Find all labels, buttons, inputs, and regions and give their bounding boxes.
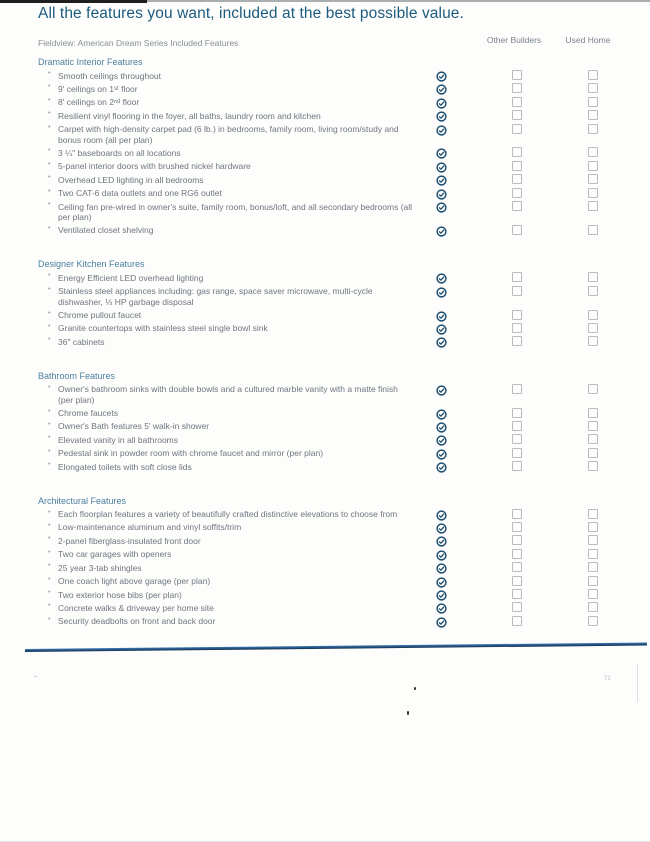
check-circle-icon <box>436 615 447 626</box>
bullet-icon: • <box>48 508 51 516</box>
used-home-checkbox <box>588 310 598 320</box>
used-home-checkbox <box>588 147 598 157</box>
feature-row <box>38 561 638 574</box>
bullet-icon: • <box>48 420 51 428</box>
used-home-checkbox <box>588 188 598 198</box>
bullet-icon: • <box>48 160 51 168</box>
scan-edge-artifact <box>0 0 147 3</box>
feature-label: Resilient vinyl flooring in the foyer, all baths, laundry room and kitchen <box>58 110 321 121</box>
other-builders-checkbox <box>512 188 522 198</box>
feature-row <box>38 109 638 122</box>
feature-label: One coach light above garage (per plan) <box>58 576 211 587</box>
other-builders-checkbox <box>512 70 522 80</box>
bullet-icon: • <box>48 96 51 104</box>
other-builders-checkbox <box>512 83 522 93</box>
used-home-checkbox <box>588 83 598 93</box>
used-home-checkbox <box>588 576 598 586</box>
bullet-icon: • <box>48 407 51 415</box>
check-circle-icon <box>436 575 447 586</box>
feature-row <box>38 383 638 407</box>
feature-row <box>38 433 638 446</box>
feature-row <box>38 407 638 420</box>
feature-label: Elongated toilets with soft close lids <box>58 461 192 472</box>
used-home-checkbox <box>588 522 598 532</box>
used-home-checkbox <box>588 225 598 235</box>
feature-row <box>38 601 638 614</box>
check-circle-icon <box>436 109 447 120</box>
other-builders-checkbox <box>512 124 522 134</box>
feature-row <box>38 224 638 237</box>
feature-row <box>38 69 638 82</box>
feature-row <box>38 521 638 534</box>
column-header-other-builders: Other Builders <box>486 35 542 45</box>
feature-label: 2-panel fiberglass-insulated front door <box>58 535 201 546</box>
feature-label: 3 ¼" baseboards on all locations <box>58 147 181 158</box>
table-caption: Fieldview: American Dream Series Included Features <box>38 38 239 48</box>
bullet-icon: • <box>48 602 51 610</box>
bullet-icon: • <box>48 110 51 118</box>
feature-label: 5-panel interior doors with brushed nickel hardware <box>58 161 251 172</box>
other-builders-checkbox <box>512 110 522 120</box>
used-home-checkbox <box>588 549 598 559</box>
feature-label: Pedestal sink in powder room with chrome faucet and mirror (per plan) <box>58 448 324 459</box>
used-home-checkbox <box>588 461 598 471</box>
check-circle-icon <box>436 123 447 134</box>
used-home-checkbox <box>588 272 598 282</box>
feature-label: Overhead LED lighting in all bedrooms <box>58 174 204 185</box>
check-circle-icon <box>436 407 447 418</box>
feature-label: Carpet with high-density carpet pad (6 lb.) in bedrooms, family room, living room/study and bonus room (all per plan) <box>58 124 399 145</box>
used-home-checkbox <box>588 421 598 431</box>
used-home-checkbox <box>588 535 598 545</box>
section-title: Architectural Features <box>38 495 127 506</box>
check-circle-icon <box>436 309 447 320</box>
feature-label: Each floorplan features a variety of beautifully crafted distinctive elevations to choose from <box>58 509 398 520</box>
check-circle-icon <box>436 224 447 235</box>
check-circle-icon <box>436 200 447 211</box>
check-circle-icon <box>436 433 447 444</box>
other-builders-checkbox <box>512 97 522 107</box>
used-home-checkbox <box>588 602 598 612</box>
feature-row <box>38 146 638 159</box>
feature-section <box>38 371 638 474</box>
bullet-icon: • <box>48 309 51 317</box>
page-number: 71 <box>604 676 611 682</box>
used-home-checkbox <box>588 562 598 572</box>
feature-row <box>38 96 638 109</box>
other-builders-checkbox <box>512 408 522 418</box>
feature-section <box>38 496 638 629</box>
bullet-icon: • <box>48 187 51 195</box>
check-circle-icon <box>436 285 447 296</box>
check-circle-icon <box>436 420 447 431</box>
feature-label: Ventilated closet shelving <box>58 225 154 236</box>
bullet-icon: • <box>48 70 51 77</box>
other-builders-checkbox <box>512 549 522 559</box>
scan-edge-artifact <box>637 664 638 702</box>
feature-label: Stainless steel appliances including: gas range, space saver microwave, multi-cycle dishwasher, ⅓ HP garbage disposal <box>58 286 373 307</box>
check-circle-icon <box>436 521 447 532</box>
check-circle-icon <box>436 534 447 545</box>
used-home-checkbox <box>588 434 598 444</box>
bullet-icon: • <box>48 521 51 529</box>
feature-label: Two CAT-6 data outlets and one RG6 outlet <box>58 188 222 199</box>
check-circle-icon <box>436 383 447 394</box>
bullet-icon: • <box>48 548 51 556</box>
feature-section <box>38 57 638 237</box>
other-builders-checkbox <box>512 323 522 333</box>
feature-label: 25 year 3-tab shingles <box>58 562 142 573</box>
feature-row <box>38 200 638 224</box>
check-circle-icon <box>436 447 447 458</box>
other-builders-checkbox <box>512 225 522 235</box>
check-circle-icon <box>436 601 447 612</box>
feature-row <box>38 508 638 521</box>
check-circle-icon <box>436 69 447 80</box>
feature-label: Elevated vanity in all bathrooms <box>58 434 179 445</box>
column-header-used-home: Used Home <box>565 35 611 45</box>
feature-label: Energy Efficient LED overhead lighting <box>58 272 204 283</box>
feature-label: Concrete walks & driveway per home site <box>58 602 214 613</box>
other-builders-checkbox <box>512 562 522 572</box>
used-home-checkbox <box>588 174 598 184</box>
other-builders-checkbox <box>512 336 522 346</box>
bullet-icon: • <box>48 83 51 91</box>
feature-label: 36" cabinets <box>58 336 105 347</box>
feature-row <box>38 309 638 322</box>
other-builders-checkbox <box>512 310 522 320</box>
feature-sections <box>38 57 638 628</box>
used-home-checkbox <box>588 286 598 296</box>
feature-row <box>38 575 638 588</box>
feature-label: 8' ceilings on 2ⁿᵈ floor <box>58 97 140 108</box>
other-builders-checkbox <box>512 448 522 458</box>
other-builders-checkbox <box>512 461 522 471</box>
used-home-checkbox <box>588 110 598 120</box>
feature-row <box>38 335 638 348</box>
feature-label: Smooth ceilings throughout <box>58 70 162 81</box>
section-title: Bathroom Features <box>38 370 116 381</box>
other-builders-checkbox <box>512 272 522 282</box>
bullet-icon: • <box>48 285 51 293</box>
bullet-icon: • <box>48 575 51 583</box>
feature-row <box>38 322 638 335</box>
feature-row <box>38 534 638 547</box>
feature-row <box>38 187 638 200</box>
other-builders-checkbox <box>512 286 522 296</box>
other-builders-checkbox <box>512 616 522 626</box>
bullet-icon: • <box>48 123 51 131</box>
check-circle-icon <box>436 335 447 346</box>
bullet-icon: • <box>48 434 51 442</box>
feature-row <box>38 271 638 284</box>
used-home-checkbox <box>588 509 598 519</box>
check-circle-icon <box>436 322 447 333</box>
check-circle-icon <box>436 271 447 282</box>
feature-row <box>38 285 638 309</box>
bullet-icon: • <box>48 461 51 469</box>
used-home-checkbox <box>588 408 598 418</box>
check-circle-icon <box>436 173 447 184</box>
check-circle-icon <box>436 460 447 471</box>
used-home-checkbox <box>588 97 598 107</box>
used-home-checkbox <box>588 201 598 211</box>
bullet-icon: • <box>48 336 51 344</box>
check-circle-icon <box>436 508 447 519</box>
page-title: All the features you want, included at the best possible value. <box>38 5 464 22</box>
other-builders-checkbox <box>512 161 522 171</box>
bullet-icon: • <box>48 535 51 543</box>
feature-label: 9' ceilings on 1ˢᵗ floor <box>58 83 138 94</box>
bullet-icon: • <box>48 224 51 232</box>
bullet-icon: • <box>48 322 51 330</box>
feature-label: Security deadbolts on front and back door <box>58 616 216 627</box>
other-builders-checkbox <box>512 147 522 157</box>
other-builders-checkbox <box>512 201 522 211</box>
feature-row <box>38 123 638 147</box>
feature-row <box>38 420 638 433</box>
bullet-icon: • <box>48 174 51 182</box>
bullet-icon: • <box>48 147 51 155</box>
feature-row <box>38 548 638 561</box>
used-home-checkbox <box>588 336 598 346</box>
used-home-checkbox <box>588 124 598 134</box>
check-circle-icon <box>436 82 447 93</box>
feature-row <box>38 160 638 173</box>
feature-row <box>38 615 638 628</box>
feature-row <box>38 460 638 473</box>
feature-row <box>38 447 638 460</box>
used-home-checkbox <box>588 448 598 458</box>
check-circle-icon <box>436 146 447 157</box>
used-home-checkbox <box>588 384 598 394</box>
other-builders-checkbox <box>512 589 522 599</box>
used-home-checkbox <box>588 616 598 626</box>
other-builders-checkbox <box>512 602 522 612</box>
other-builders-checkbox <box>512 576 522 586</box>
feature-section <box>38 259 638 348</box>
used-home-checkbox <box>588 589 598 599</box>
bullet-icon: • <box>48 589 51 596</box>
used-home-checkbox <box>588 161 598 171</box>
feature-label: Owner's Bath features 5' walk-in shower <box>58 421 210 432</box>
other-builders-checkbox <box>512 509 522 519</box>
feature-label: Low-maintenance aluminum and vinyl soffits/trim <box>58 522 242 533</box>
feature-label: Two exterior hose bibs (per plan) <box>58 589 182 600</box>
other-builders-checkbox <box>512 434 522 444</box>
footer-rule <box>25 642 647 652</box>
other-builders-checkbox <box>512 384 522 394</box>
used-home-checkbox <box>588 323 598 333</box>
other-builders-checkbox <box>512 174 522 184</box>
feature-label: Chrome faucets <box>58 408 118 419</box>
other-builders-checkbox <box>512 535 522 545</box>
bullet-icon: • <box>48 447 51 455</box>
scan-speck-artifact <box>414 687 416 690</box>
bullet-icon: • <box>48 272 51 280</box>
feature-label: Chrome pullout faucet <box>58 310 142 320</box>
feature-row <box>38 173 638 186</box>
check-circle-icon <box>436 561 447 572</box>
check-circle-icon <box>436 96 447 107</box>
feature-label: Granite countertops with stainless steel single bowl sink <box>58 323 268 334</box>
bullet-icon: • <box>48 201 51 209</box>
feature-label: Ceiling fan pre-wired in owner's suite, family room, bonus/loft, and all secondary bedrooms (all per plan) <box>58 201 413 222</box>
scan-speck-artifact <box>407 711 409 715</box>
bullet-icon: • <box>48 615 51 623</box>
feature-row <box>38 588 638 601</box>
scan-speck-artifact <box>34 676 37 677</box>
other-builders-checkbox <box>512 522 522 532</box>
feature-label: Two car garages with openers <box>58 549 172 560</box>
bullet-icon: • <box>48 562 51 570</box>
section-title: Dramatic Interior Features <box>38 57 143 67</box>
bullet-icon: • <box>48 383 51 391</box>
used-home-checkbox <box>588 70 598 80</box>
check-circle-icon <box>436 588 447 599</box>
feature-row <box>38 82 638 95</box>
check-circle-icon <box>436 548 447 559</box>
feature-label: Owner's bathroom sinks with double bowls and a cultured marble vanity with a matte finish (per plan) <box>58 384 398 405</box>
check-circle-icon <box>436 187 447 198</box>
section-title: Designer Kitchen Features <box>38 259 145 270</box>
check-circle-icon <box>436 160 447 171</box>
other-builders-checkbox <box>512 421 522 431</box>
